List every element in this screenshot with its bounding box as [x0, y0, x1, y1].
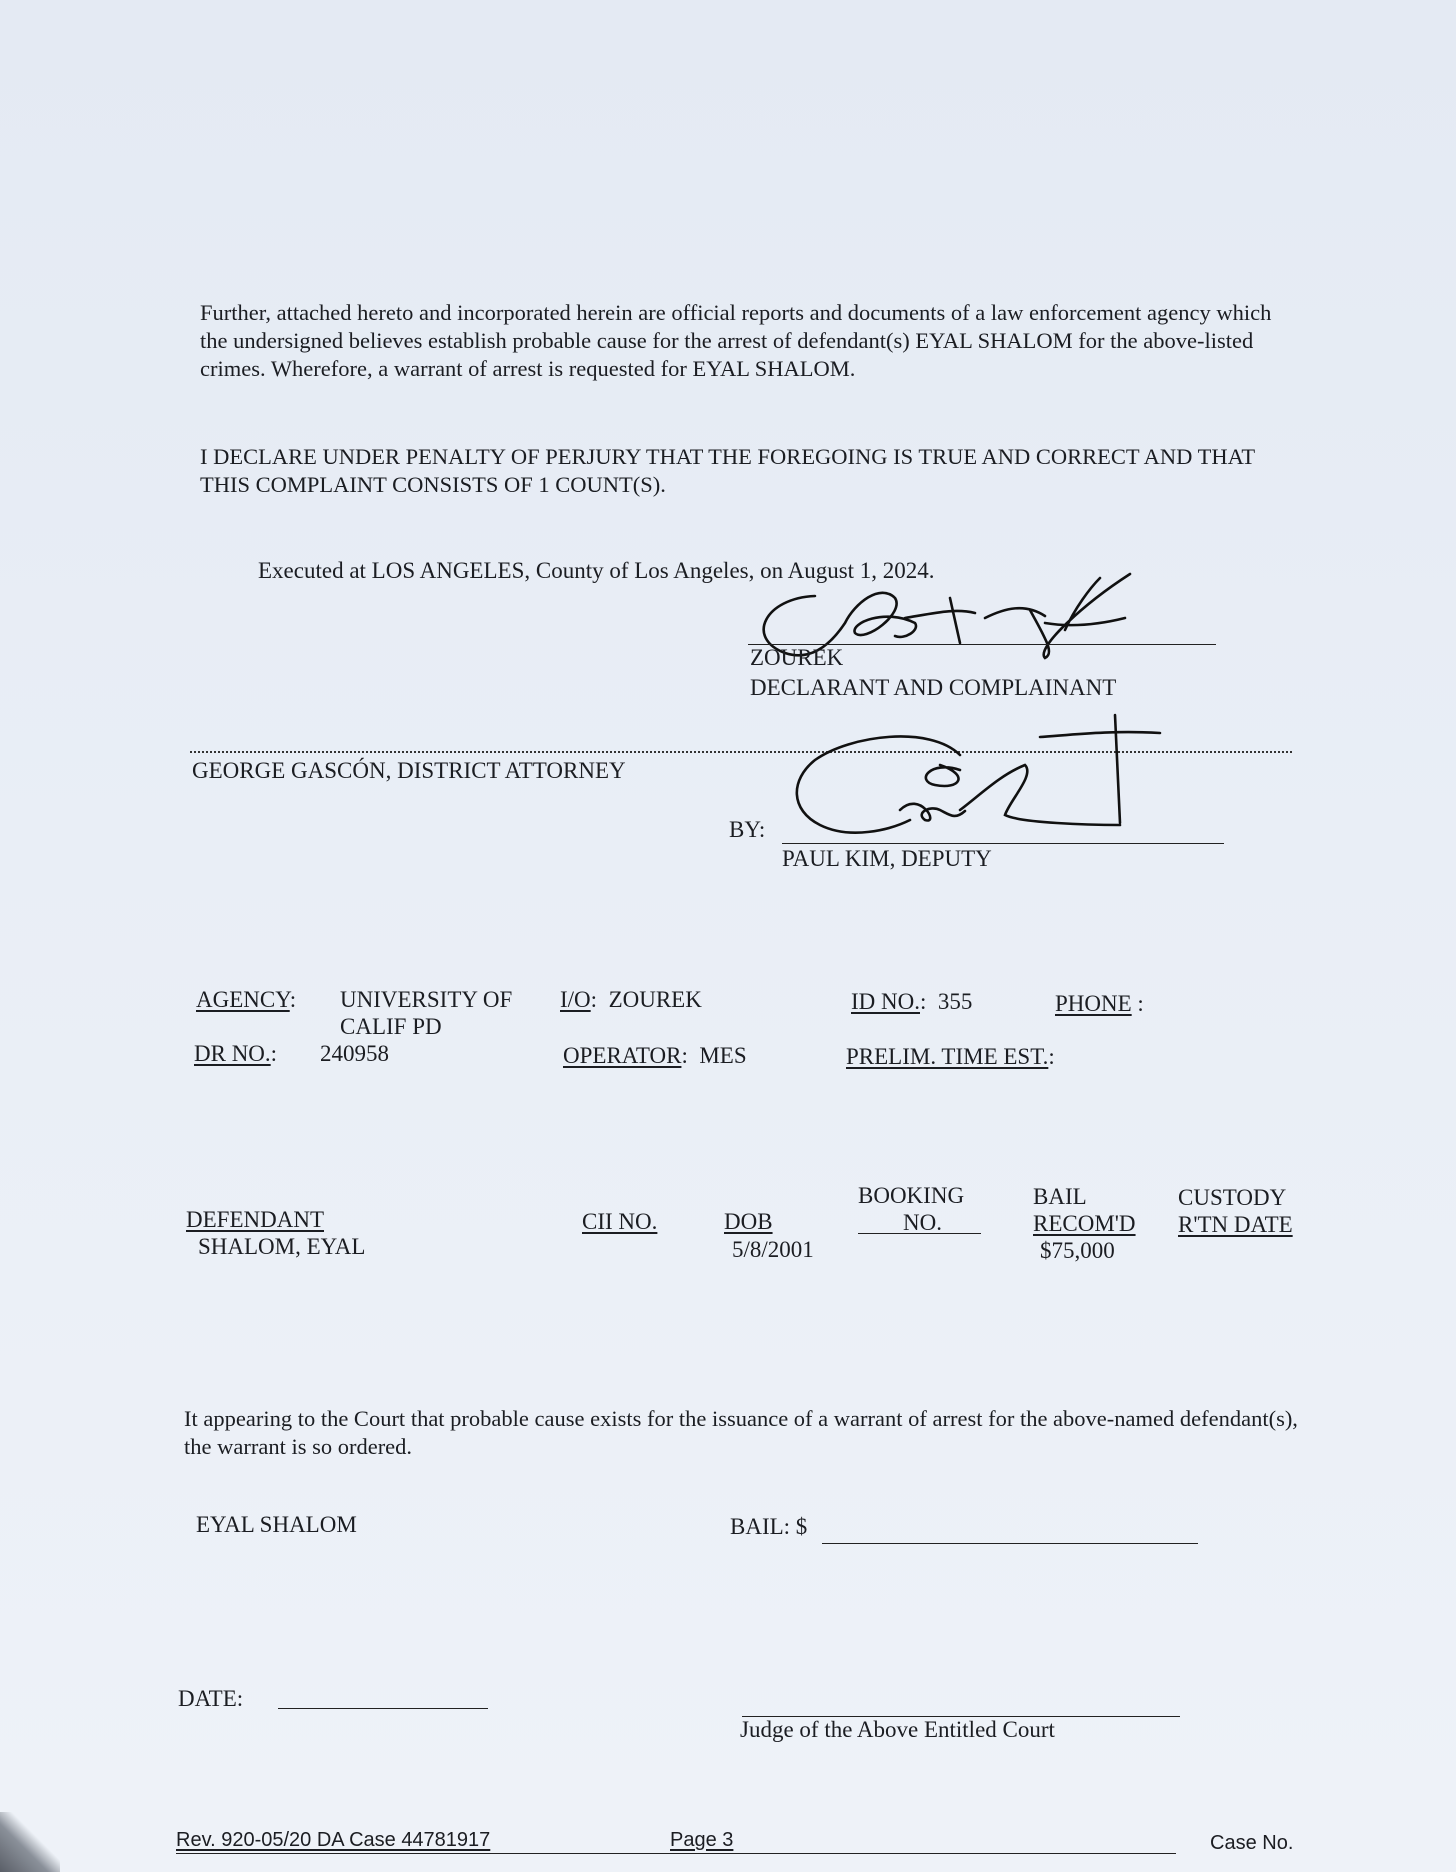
agency-label: AGENCY: [196, 987, 290, 1012]
footer-case-no: Case No.: [1210, 1832, 1294, 1854]
phone-label: PHONE: [1055, 991, 1132, 1016]
bail-label: BAIL: $: [730, 1514, 808, 1539]
by-label: BY:: [729, 817, 766, 842]
page-corner-shadow: [0, 1812, 60, 1872]
header-cii: CII NO.: [582, 1209, 658, 1234]
row-dob: 5/8/2001: [732, 1237, 814, 1262]
date-line: [278, 1708, 488, 1709]
operator-group: OPERATOR: MES: [563, 1043, 747, 1068]
date-label: DATE:: [178, 1686, 244, 1711]
dr-value: 240958: [320, 1041, 389, 1066]
header-booking-line1: BOOKING: [858, 1183, 965, 1208]
row-bail: $75,000: [1040, 1238, 1115, 1263]
agency-value-line1: UNIVERSITY OF: [340, 987, 513, 1012]
phone-group: PHONE :: [1055, 991, 1144, 1016]
id-value: 355: [937, 989, 973, 1014]
agency-value-line2: CALIF PD: [340, 1014, 442, 1039]
row-defendant: SHALOM, EYAL: [198, 1234, 366, 1259]
booking-underline: [858, 1233, 981, 1234]
header-bail-line2: RECOM'D: [1033, 1211, 1136, 1236]
io-label: I/O: [560, 987, 591, 1012]
id-group: ID NO.: 355: [851, 989, 973, 1014]
warrant-defendant-name: EYAL SHALOM: [196, 1512, 357, 1537]
footer-revision: Rev. 920-05/20 DA Case 44781917: [176, 1829, 491, 1851]
header-custody-line1: CUSTODY: [1178, 1185, 1287, 1210]
io-value: ZOUREK: [608, 987, 702, 1012]
prelim-label: PRELIM. TIME EST.: [846, 1044, 1049, 1069]
agency-label-group: AGENCY:: [196, 987, 297, 1012]
dr-label: DR NO.: [194, 1041, 271, 1066]
bail-amount-line: [822, 1543, 1198, 1544]
operator-value: MES: [699, 1043, 747, 1068]
dr-group: DR NO.:: [194, 1041, 278, 1066]
declarant-name: ZOUREK: [750, 645, 844, 670]
perjury-declaration: I DECLARE UNDER PENALTY OF PERJURY THAT THE FOREGOING IS TRUE AND CORRECT AND THAT THIS COMPLAINT CONSISTS OF 1 COUNT(S).: [200, 444, 1255, 497]
executed-statement: Executed at LOS ANGELES, County of Los Angeles, on August 1, 2024.: [258, 558, 935, 583]
deputy-name: PAUL KIM, DEPUTY: [782, 846, 992, 871]
id-label: ID NO.: [851, 989, 920, 1014]
deputy-signature: [790, 715, 1190, 845]
header-booking-line2: NO.: [903, 1210, 942, 1235]
operator-label: OPERATOR: [563, 1043, 682, 1068]
court-order-paragraph: It appearing to the Court that probable cause exists for the issuance of a warrant of arrest for the above-named defendant(s), the warrant is so ordered.: [184, 1406, 1298, 1459]
district-attorney: GEORGE GASCÓN, DISTRICT ATTORNEY: [192, 758, 626, 783]
declarant-title: DECLARANT AND COMPLAINANT: [750, 675, 1117, 700]
header-dob: DOB: [724, 1209, 773, 1234]
probable-cause-paragraph: Further, attached hereto and incorporated herein are official reports and documents of a law enforcement agency which the undersigned believes establish probable cause for the arrest of defendant(s) EYAL SHALOM for the above-listed crimes. Wherefore, a warrant of arrest is requested for EYAL SHALOM.: [200, 300, 1272, 381]
io-group: I/O: ZOUREK: [560, 987, 702, 1012]
header-custody-line2: R'TN DATE: [1178, 1212, 1293, 1237]
footer-rule: [176, 1853, 1176, 1854]
judge-label: Judge of the Above Entitled Court: [740, 1717, 1055, 1742]
footer-page: Page 3: [670, 1829, 734, 1851]
header-defendant: DEFENDANT: [186, 1207, 324, 1232]
header-bail-line1: BAIL: [1033, 1184, 1087, 1209]
prelim-group: PRELIM. TIME EST.:: [846, 1044, 1055, 1069]
